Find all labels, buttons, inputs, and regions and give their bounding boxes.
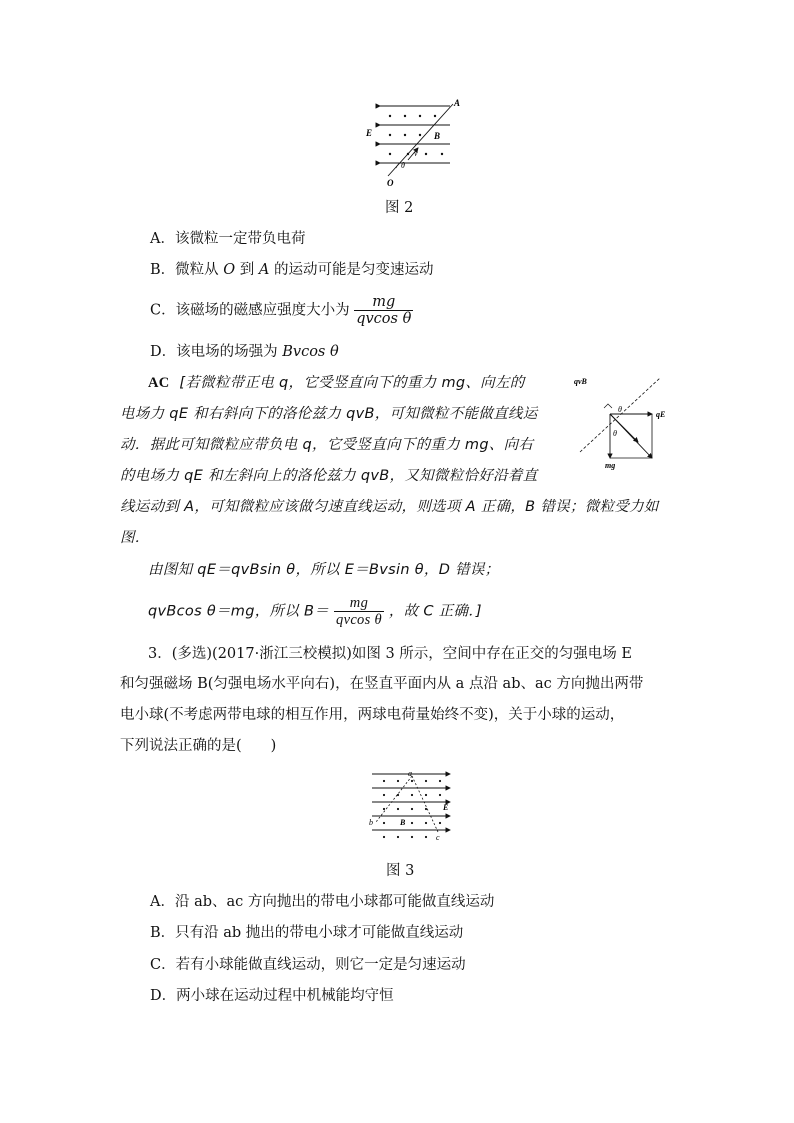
- analysis-line-2: 电场力 qE 和右斜向下的洛伦兹力 qvB，可知微粒不能做直线运: [120, 406, 538, 422]
- label-big-b3: B: [400, 818, 406, 827]
- label-b: B: [434, 131, 441, 141]
- label-mg: mg: [605, 461, 616, 470]
- option-b: B．微粒从 O 到 A 的运动可能是匀变速运动: [150, 262, 434, 278]
- label-c3: c: [436, 833, 440, 842]
- magnetic-field-dots-3: [383, 780, 441, 838]
- option-a: A．该微粒一定带负电荷: [150, 231, 306, 247]
- answer-label: AC: [148, 375, 170, 391]
- analysis-line-3: 动．据此可知微粒应带负电 q，它受竖直向下的重力 mg、向右: [120, 437, 534, 453]
- q3-line-3: 电小球(不考虑两带电球的相互作用，两球电荷量始终不变)，关于小球的运动，: [120, 707, 625, 723]
- q3-option-a: A．沿 ab、ac 方向抛出的带电小球都可能做直线运动: [150, 894, 495, 910]
- figure-3-caption: 图 3: [386, 863, 415, 879]
- label-a: A: [454, 98, 461, 108]
- analysis-fraction: $\frac{mg}{\text{qvcos θ}}$: [336, 595, 382, 628]
- label-theta-1: θ: [618, 405, 622, 414]
- path-ab: [376, 776, 412, 822]
- figure-3-diagram: [366, 768, 456, 844]
- analysis-line-1: AC [若微粒带正电 q，它受竖直向下的重力 mg、向左的: [148, 375, 525, 391]
- analysis-line-8: qvBcos θ＝mg，所以 B＝ $\frac{mg}{\text{qvcos θ}}$ ，故 C 正确．]: [148, 595, 482, 628]
- label-o: O: [387, 178, 394, 188]
- option-c-fraction: $\frac{mg}{\text{qvcos θ}}$: [356, 294, 412, 327]
- label-a3: a: [408, 769, 412, 778]
- label-v: v: [414, 149, 418, 158]
- q3-option-c: C．若有小球能做直线运动，则它一定是匀速运动: [150, 957, 466, 973]
- field-lines-e-right: [372, 774, 450, 830]
- q3-line-4: 下列说法正确的是( ): [120, 738, 277, 754]
- analysis-line-4: 的电场力 qE 和左斜向上的洛伦兹力 qvB，又知微粒恰好沿着直: [120, 468, 538, 484]
- label-qvb: qvB: [574, 377, 587, 386]
- option-c: C．该磁场的磁感应强度大小为 $\frac{mg}{\text{qvcos θ}}$: [150, 294, 412, 327]
- dashed-trajectory: [580, 378, 660, 452]
- analysis-line-7: 由图知 qE＝qvBsin θ，所以 E＝Bvsin θ，D 错误；: [148, 562, 500, 578]
- figure-2-caption: 图 2: [385, 200, 414, 216]
- force-diagram: [572, 372, 672, 472]
- option-d: D．该电场的场强为 Bvcos θ: [150, 344, 339, 360]
- label-b3: b: [369, 818, 373, 827]
- label-qe: qE: [656, 410, 666, 419]
- q3-option-d: D．两小球在运动过程中机械能均守恒: [150, 988, 394, 1004]
- label-theta: θ: [401, 161, 405, 170]
- figure-2-diagram: [360, 98, 470, 188]
- label-e3: E: [443, 803, 449, 812]
- analysis-line-5: 线运动到 A，可知微粒应该做匀速直线运动，则选项 A 正确，B 错误；微粒受力如: [120, 499, 659, 515]
- label-theta-2: θ: [613, 429, 617, 438]
- q3-line-2: 和匀强磁场 B(匀强电场水平向右)，在竖直平面内从 a 点沿 ab、ac 方向抛出两带: [120, 676, 644, 692]
- q3-line-1: 3．(多选)(2017·浙江三校模拟)如图 3 所示，空间中存在正交的匀强电场 E: [148, 646, 632, 662]
- path-ac: [412, 776, 438, 832]
- analysis-line-6: 图．: [120, 530, 150, 546]
- label-e: E: [366, 128, 373, 138]
- q3-option-b: B．只有沿 ab 抛出的带电小球才可能做直线运动: [150, 925, 464, 941]
